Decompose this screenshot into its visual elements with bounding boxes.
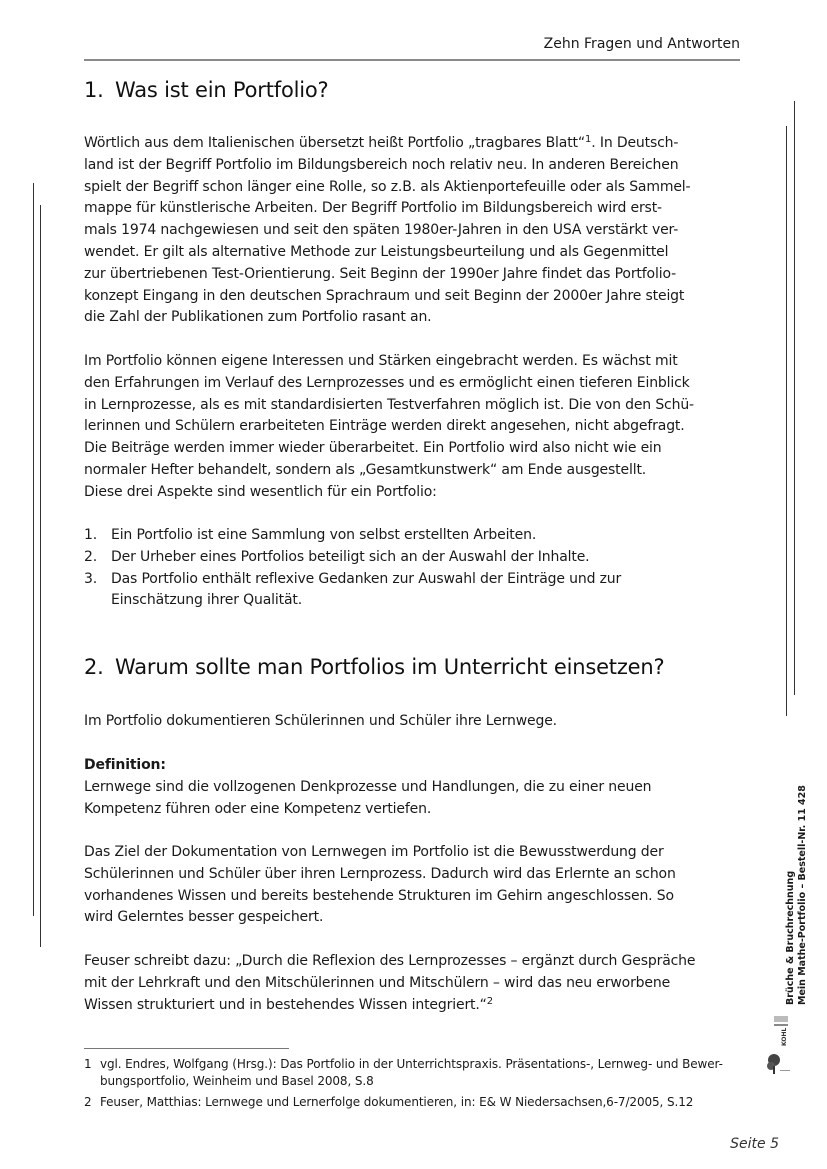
header-divider <box>84 59 740 61</box>
definition-label: Definition: <box>84 757 166 773</box>
section-1-heading <box>84 78 328 102</box>
section-1-paragraph-1 <box>84 133 740 329</box>
text-line: Wissen strukturiert und in bestehendes Wissen integriert.“$^2$ <box>84 995 494 1013</box>
text-line: den Erfahrungen im Verlauf des Lernprozesses und es ermöglicht einen tieferen Einblick <box>84 374 690 391</box>
text-line: wendet. Er gilt als alternative Methode zur Leistungsbeurteilung und als Gegenmittel <box>84 243 669 260</box>
side-imprint <box>785 785 809 1005</box>
definition-block <box>84 755 740 820</box>
running-header: Zehn Fragen und Antworten <box>543 36 740 52</box>
text-line: vorhandenes Wissen und bereits bestehende Strukturen im Gehirn angeschlossen. So <box>84 887 674 904</box>
portfolio-aspects-list <box>84 525 740 612</box>
section-1-title: Was ist ein Portfolio? <box>115 78 329 102</box>
section-2-paragraph-4 <box>84 951 740 1016</box>
section-2-number: 2. <box>84 655 104 679</box>
text-line: spielt der Begriff schon länger eine Rolle, so z.B. als Aktienportefeuille oder als Sammel- <box>84 178 691 195</box>
section-1-paragraph-2 <box>84 351 740 504</box>
section-1-number: 1. <box>84 78 104 102</box>
text-line: Schülerinnen und Schüler über ihren Lernprozess. Dadurch wird das Erlernte an schon <box>84 865 676 882</box>
list-item: 3. Das Portfolio enthält reflexive Gedanken zur Auswahl der Einträge und zur Einschätzung ihrer Qualität. <box>84 570 622 609</box>
footnote-1: 1 vgl. Endres, Wolfgang (Hrsg.): Das Portfolio in der Unterrichtspraxis. Präsentations-, Lernweg- und Bewer- bungsportfolio, Weinheim und Basel 2008, S.8 <box>84 1057 723 1088</box>
footnote-ref-2[interactable]: 2 <box>486 995 494 1007</box>
right-margin-line-outer <box>794 101 795 695</box>
imprint-order-number: Mein Mathe-Portfolio – Bestell-Nr. 11 428 <box>797 785 808 1005</box>
section-2-title: Warum sollte man Portfolios im Unterricht einsetzen? <box>115 655 665 679</box>
section-2-paragraph-3 <box>84 842 740 929</box>
text-line: lerinnen und Schülern erarbeiteten Einträge werden direkt angesehen, nicht abgefragt. <box>84 418 685 435</box>
list-item: 2. Der Urheber eines Portfolios beteiligt sich an der Auswahl der Inhalte. <box>84 548 590 565</box>
footnote-ref-1[interactable]: 1 <box>585 134 592 145</box>
left-margin-line-inner <box>40 205 41 947</box>
publisher-logo-icon <box>766 1016 792 1076</box>
text-line: konzept Eingang in den deutschen Sprachraum und seit Beginn der 2000er Jahre steigt <box>84 287 685 304</box>
page-number: Seite 5 <box>730 1136 779 1152</box>
text-line: Diese drei Aspekte sind wesentlich für ein Portfolio: <box>84 483 437 500</box>
list-item: 1. Ein Portfolio ist eine Sammlung von selbst erstellten Arbeiten. <box>84 527 537 543</box>
text-line: Die Beiträge werden immer wieder überarbeitet. Ein Portfolio wird also nicht wie ein <box>84 440 662 457</box>
text-line: land ist der Begriff Portfolio im Bildungsbereich noch relativ neu. In anderen Bereichen <box>84 156 679 173</box>
publisher-logo <box>766 1016 792 1076</box>
imprint-book-title: Brüche & Bruchrechnung <box>785 870 796 1005</box>
section-2-intro: Im Portfolio dokumentieren Schülerinnen und Schüler ihre Lernwege. <box>84 713 557 729</box>
footnote-divider <box>84 1048 289 1049</box>
text-line: Kompetenz führen oder eine Kompetenz vertiefen. <box>84 800 432 817</box>
text-line: zur übertriebenen Test-Orientierung. Seit Beginn der 1990er Jahre findet das Portfolio- <box>84 265 677 282</box>
text-line: normaler Hefter behandelt, sondern als „Gesamtkunstwerk“ am Ende ausgestellt. <box>84 461 647 478</box>
section-2-heading <box>84 655 664 679</box>
text-line: Feuser schreibt dazu: „Durch die Reflexion des Lernprozesses – ergänzt durch Gespräche <box>84 953 696 969</box>
text-line: mit der Lehrkraft und den Mitschülerinnen und Mitschülern – wird das neu erworbene <box>84 974 671 991</box>
text-line: Lernwege sind die vollzogenen Denkprozesse und Handlungen, die zu einer neuen <box>84 778 652 795</box>
text-line: mals 1974 nachgewiesen und seit den späten 1980er-Jahren in den USA verstärkt ver- <box>84 222 679 239</box>
svg-text:KOHL: KOHL <box>781 1027 788 1046</box>
text-line: mappe für künstlerische Arbeiten. Der Begriff Portfolio im Bildungsbereich wird erst- <box>84 200 662 217</box>
text-line: Im Portfolio können eigene Interessen und Stärken eingebracht werden. Es wächst mit <box>84 353 678 369</box>
right-margin-line-inner <box>786 126 787 716</box>
text-line: die Zahl der Publikationen zum Portfolio rasant an. <box>84 309 432 326</box>
text-line: Wörtlich aus dem Italienischen übersetzt heißt Portfolio „tragbares Blatt“$^1$. In Deutsch- <box>84 134 679 151</box>
footnote-2: 2 Feuser, Matthias: Lernwege und Lernerfolge dokumentieren, in: E& W Niedersachsen,6-7/2005, S.12 <box>84 1095 694 1109</box>
left-margin-line-outer <box>33 183 34 916</box>
text-line: wird Gelerntes besser gespeichert. <box>84 909 324 926</box>
text-line: in Lernprozesse, als es mit standardisierten Testverfahren möglich ist. Die von den Schü- <box>84 396 694 413</box>
text-line: Das Ziel der Dokumentation von Lernwegen im Portfolio ist die Bewusstwerdung der <box>84 844 664 860</box>
